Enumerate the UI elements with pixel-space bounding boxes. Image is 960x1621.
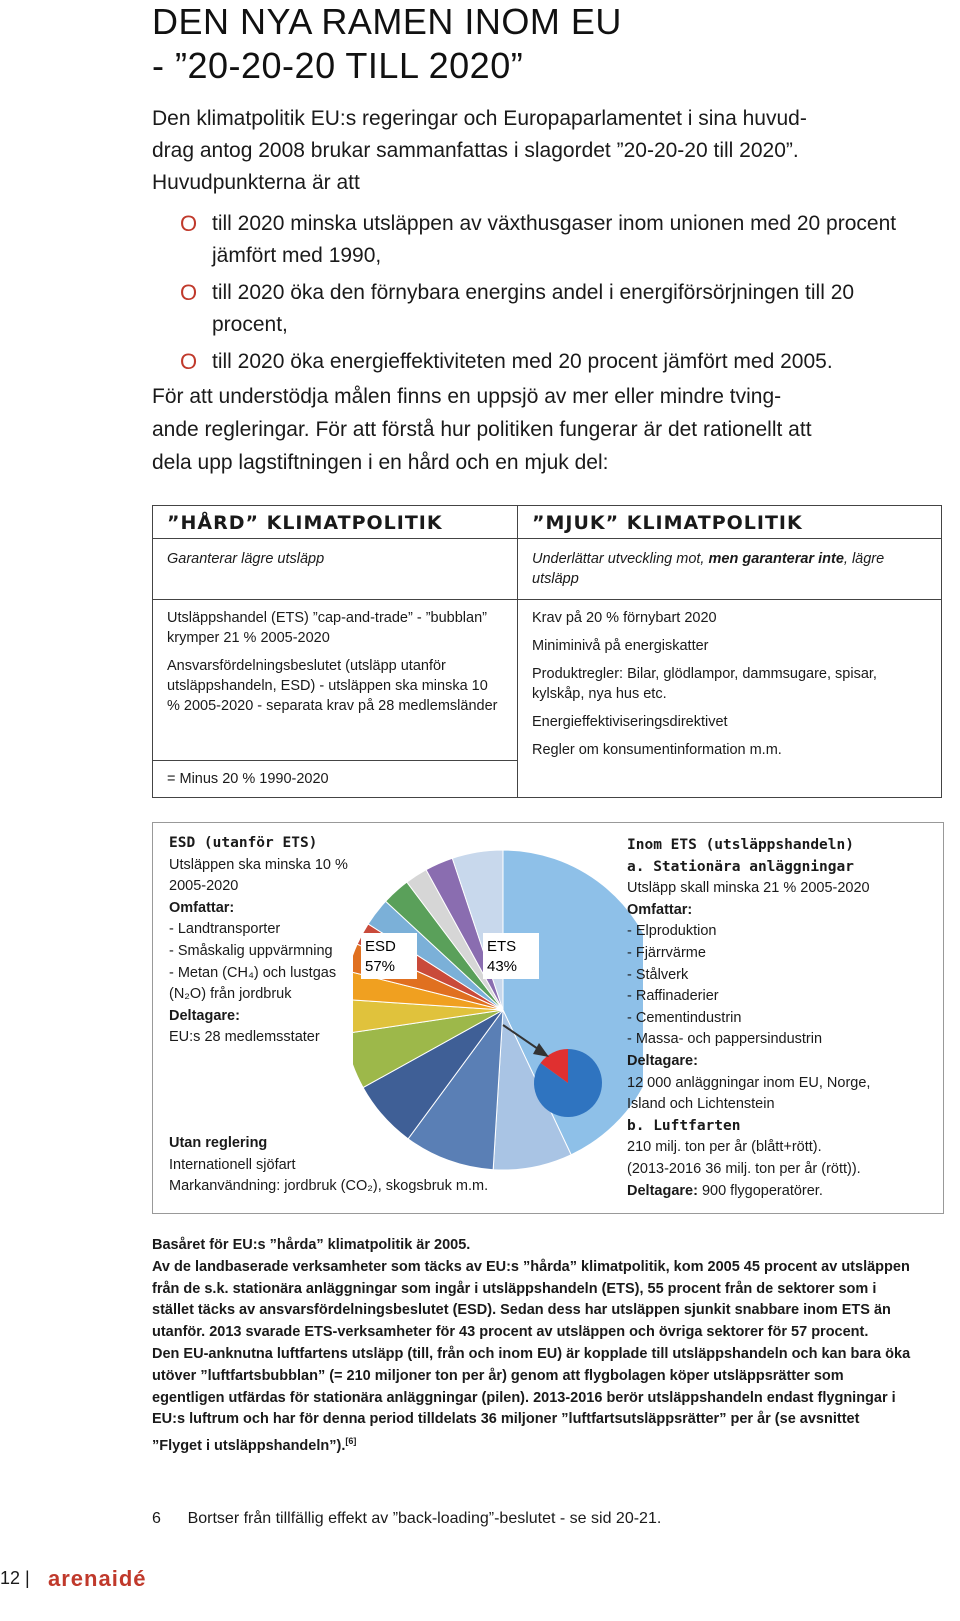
soft-items-cell: Krav på 20 % förnybart 2020 Miniminivå på energiskatter Produktregler: Bilar, glödlampor, dammsugare, spisar, kylskåp, nya hus etc. Energieffektiviseringsdirektivet Regler om konsumentinformation m.m.: [518, 600, 942, 798]
aviation-inset: [534, 1049, 602, 1117]
hard-subtitle-cell: Garanterar lägre utsläpp: [153, 539, 518, 600]
circle-bullet-icon: O: [180, 280, 198, 305]
arena-ide-logo: arenaidé: [48, 1566, 147, 1591]
soft-policy-header-cell: ”MJUK” KLIMATPOLITIK: [518, 506, 942, 539]
emissions-pie-panel: [152, 822, 944, 1214]
hard-total-cell: = Minus 20 % 1990-2020: [153, 761, 518, 798]
ets-label: ETS: [487, 938, 517, 955]
unregulated-text-block: Utan reglering Internationell sjöfart Markanvändning: jordbruk (CO₂), skogsbruk m.m.: [169, 1135, 489, 1195]
esd-value-label: 57%: [365, 958, 396, 975]
page-number: 12 |: [0, 1568, 30, 1588]
body-paragraph: För att understödja målen finns en uppsjö av mer eller mindre tving- ande regleringar. För att förstå hur politiken fungerar är det rationellt att dela upp lagstiftningen i en hård och en mjuk del:: [152, 385, 812, 474]
list-item: O till 2020 öka den förnybara energins andel i energiförsörjningen till 20 procent,: [180, 277, 920, 341]
esd-text-block: ESD (utanför ETS) Utsläppen ska minska 10 % 2005-2020 Omfattar: - Landtransporter - Småskalig uppvärmning - Metan (CH₄) och lustgas (N₂O) från jordbruk Deltagare: EU:s 28 medlemsstater: [169, 835, 348, 1046]
emissions-pie-chart: [353, 835, 643, 1195]
esd-label: ESD: [365, 938, 396, 955]
soft-subtitle-cell: Underlättar utveckling mot, men garanterar inte, lägre utsläpp: [518, 539, 942, 600]
intro-paragraph: Den klimatpolitik EU:s regeringar och Europaparlamentet i sina huvud- drag antog 2008 brukar sammanfattas i slagordet ”20-20-20 till 2020”. Huvudpunkterna är att: [152, 107, 807, 194]
policy-comparison-table: [152, 505, 942, 798]
footnote: 6 Bortser från tillfällig effekt av ”back-loading”-beslutet - se sid 20-21.: [152, 1510, 662, 1527]
page-title: DEN NYA RAMEN INOM EU - ”20-20-20 TILL 2020”: [152, 1, 622, 86]
list-item: O till 2020 minska utsläppen av växthusgaser inom unionen med 20 procent jämfört med 1990,: [180, 208, 920, 272]
hard-policy-header-cell: ”HÅRD” KLIMATPOLITIK: [153, 506, 518, 539]
goal-list: [180, 208, 920, 383]
circle-bullet-icon: O: [180, 349, 198, 374]
ets-value-label: 43%: [487, 958, 518, 975]
circle-bullet-icon: O: [180, 211, 198, 236]
pie-slices: [353, 850, 643, 1170]
ets-text-block: Inom ETS (utsläppshandeln) a. Stationära anläggningar Utsläpp skall minska 21 % 2005-2020 Omfattar: - Elproduktion - Fjärrvärme - Stålverk - Raffinaderier - Cementindustrin - Massa- och pappersindustrin Deltagare: 12 000 anläggningar inom EU, Norge, Island och Lichtenstein b. Luftfarten 210 milj. ton per år (blått+rött). (2013-2016 36 milj. ton per år (rött)). Deltagare: 900 flygoperatörer.: [627, 837, 871, 1199]
hard-items-cell: Utsläppshandel (ETS) ”cap-and-trade” - ”bubblan” krymper 21 % 2005-2020 Ansvarsfördelningsbeslutet (utsläpp utanför utsläppshandeln, ESD) - utsläppen ska minska 10 % 2005-2020 - separata krav på 28 medlemsländer: [153, 600, 518, 761]
list-item: O till 2020 öka energieffektiviteten med 20 procent jämfört med 2005.: [180, 346, 920, 378]
explanatory-notes: Basåret för EU:s ”hårda” klimatpolitik är 2005. Av de landbaserade verksamheter som täcks av EU:s ”hårda” klimatpolitik, kom 2005 45 procent av utsläppen från de s.k. stationära anläggningar som ingår i utsläppshandeln (ETS), 55 procent från de sektorer som i stället täcks av ansvarsfördelningsbeslutet (ESD). Sedan dess har utsläppen sjunkit snabbare inom ETS än utanför. 2013 svarade ETS-verksamheter för 43 procent av utsläppen och övriga sektorer för 57 procent. Den EU-anknutna luftfartens utsläpp (till, från och inom EU) är kopplade till utsläppshandeln och kan bara öka utöver ”luftfartsbubblan” (= 210 miljoner ton per år) genom att flygbolagen köper utsläppsrätter som egentligen utfärdas för stationära anläggningar (pilen). 2013-2016 berör utsläppshandeln endast flygningar i EU:s luftrum och har för denna period tilldelats 36 miljoner ”luftfartsutsläppsrätter” per år (se avsnittet ”Flyget i utsläppshandeln”).[6]: [152, 1237, 911, 1454]
